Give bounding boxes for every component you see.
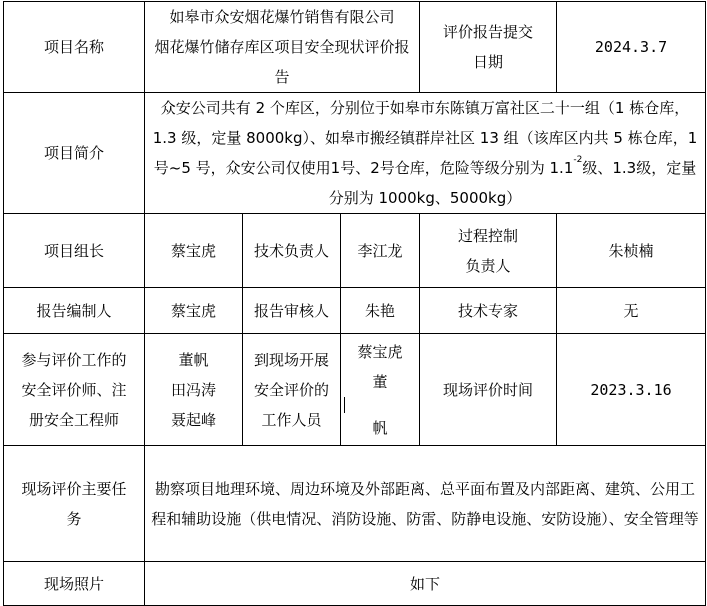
assessors-label — [4, 334, 145, 446]
onsite-staff-name: 蔡宝虎 — [357, 342, 403, 361]
intro-text-superscript: -2 — [573, 155, 583, 165]
tasks-text: 勘察项目地理环境、周边环境及外部距离、总平面布置及内部距离、建筑、公用工程和辅助设施（供电情况、消防设施、防雷、防静电设施、安防设施）、安全管理等 — [145, 446, 706, 562]
process-lead-label — [420, 214, 557, 288]
assessors-label-line1: 参与评价工作的 — [21, 350, 127, 369]
report-date-value: 2024.3.7 — [557, 2, 706, 93]
onsite-name-part: 董 — [372, 372, 388, 391]
onsite-staff-label-line1: 到现场开展 — [253, 350, 329, 369]
project-intro-label: 项目简介 — [4, 93, 145, 214]
reviewer-label: 报告审核人 — [243, 288, 341, 334]
reviewer-value: 朱艳 — [341, 288, 420, 334]
table-row — [4, 446, 706, 562]
process-lead-label-line1: 过程控制 — [458, 226, 519, 245]
table-row — [4, 214, 706, 288]
tasks-label-line2: 务 — [66, 509, 82, 528]
onsite-staff-names — [341, 334, 420, 446]
assessors-names — [145, 334, 243, 446]
process-lead-label-line2: 负责人 — [465, 256, 511, 275]
onsite-staff-label — [243, 334, 341, 446]
onsite-time-value: 2023.3.16 — [557, 334, 706, 446]
text-cursor — [344, 397, 345, 413]
intro-text-part1: 众安公司共有 2 个库区，分别位于如皋市东陈镇万富社区二十一组（1 栋仓库，1.3 级，定量 8000kg）、如皋市搬经镇群岸社区 13 组（该库区内共 5 栋仓库，1 号~5 号，众安公司仅使用1号、2号仓库，危险等级分别为 1.1 — [152, 99, 698, 177]
onsite-staff-label-line3: 工作人员 — [261, 410, 322, 429]
tech-lead-value: 李江龙 — [341, 214, 420, 288]
onsite-staff-label-line2: 安全评价的 — [253, 380, 329, 399]
report-date-label-line2: 日期 — [473, 53, 504, 71]
table-row — [4, 288, 706, 334]
project-name-label: 项目名称 — [4, 2, 145, 93]
table-row — [4, 93, 706, 214]
expert-value: 无 — [557, 288, 706, 334]
evaluation-info-table — [3, 1, 706, 606]
project-leader-label: 项目组长 — [4, 214, 145, 288]
compiler-value: 蔡宝虎 — [145, 288, 243, 334]
assessors-label-line2: 安全评价师、注 — [21, 380, 127, 399]
assessor-name: 聂起峰 — [170, 410, 216, 429]
onsite-name-part: 帆 — [372, 418, 388, 437]
onsite-staff-name — [345, 367, 415, 443]
report-name: 烟花爆竹储存库区项目安全现状评价报告 — [154, 38, 410, 86]
expert-label: 技术专家 — [420, 288, 557, 334]
assessor-name: 董帆 — [178, 350, 209, 369]
table-row — [4, 2, 706, 93]
process-lead-value: 朱桢楠 — [557, 214, 706, 288]
report-date-label — [420, 2, 557, 93]
onsite-time-label: 现场评价时间 — [420, 334, 557, 446]
tasks-label-line1: 现场评价主要任 — [21, 479, 127, 498]
photos-label: 现场照片 — [4, 562, 145, 606]
compiler-label: 报告编制人 — [4, 288, 145, 334]
project-leader-value: 蔡宝虎 — [145, 214, 243, 288]
photos-value: 如下 — [145, 562, 706, 606]
project-name-value — [145, 2, 420, 93]
intro-text-part2: 级、1.3级，定量分别为 1000kg、5000kg） — [328, 159, 697, 207]
project-intro-text — [145, 93, 706, 214]
assessor-name: 田冯涛 — [170, 380, 216, 399]
assessors-label-line3: 册安全工程师 — [28, 410, 119, 429]
company-name: 如皋市众安烟花爆竹销售有限公司 — [169, 8, 395, 26]
tasks-label — [4, 446, 145, 562]
table-row — [4, 562, 706, 606]
report-date-label-line1: 评价报告提交 — [443, 23, 534, 41]
table-row — [4, 334, 706, 446]
tech-lead-label: 技术负责人 — [243, 214, 341, 288]
